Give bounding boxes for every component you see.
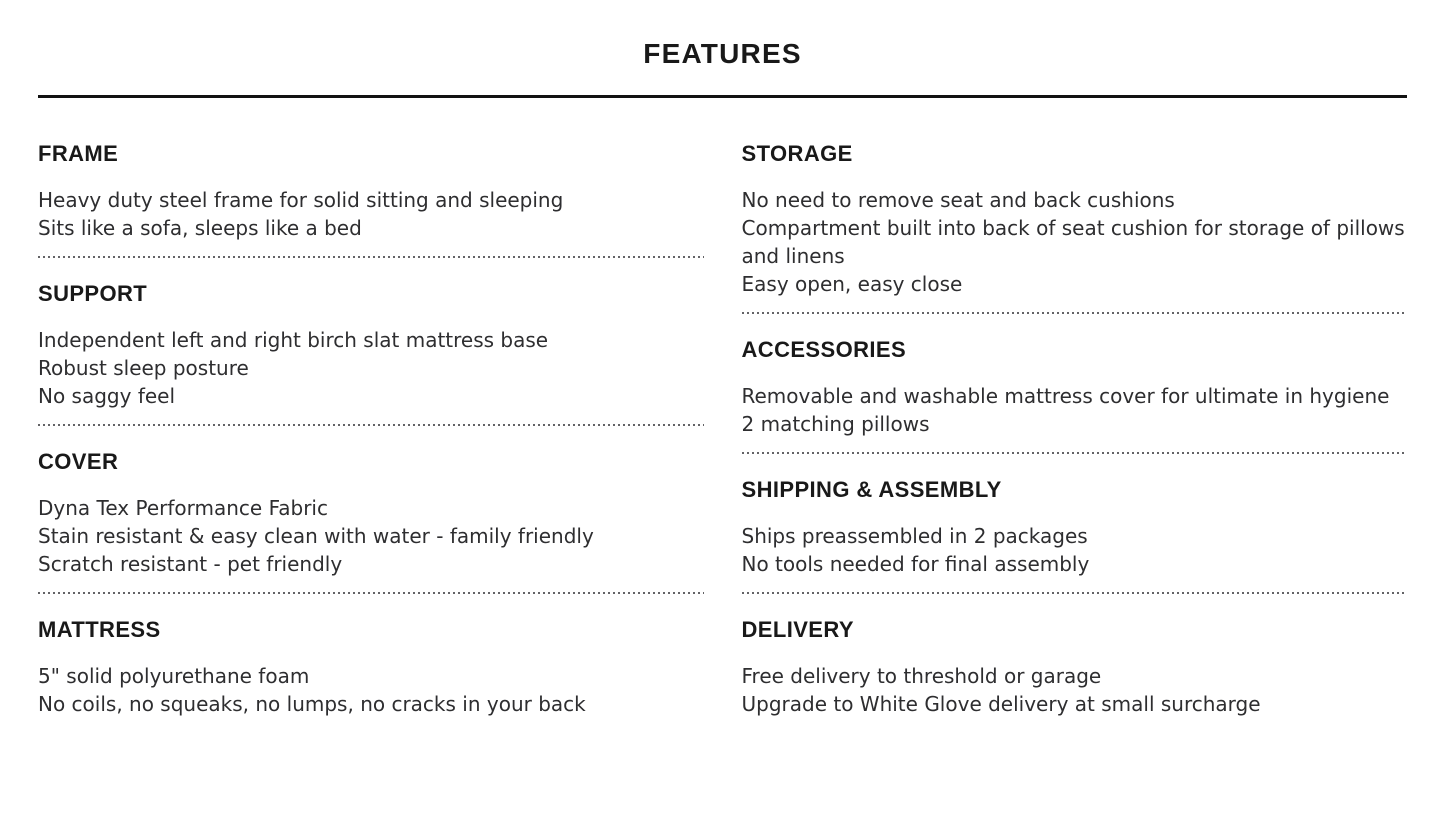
section-items (742, 186, 1408, 298)
feature-item: Ships preassembled in 2 packages (741, 524, 1088, 548)
feature-section-support (38, 282, 704, 426)
dotted-separator (742, 592, 1408, 594)
feature-section-storage (742, 142, 1408, 314)
section-heading: DELIVERY (741, 617, 854, 642)
feature-item: Dyna Tex Performance Fabric (38, 496, 328, 520)
feature-section-mattress (38, 618, 704, 718)
feature-item: Sits like a sofa, sleeps like a bed (38, 216, 362, 240)
feature-item: No coils, no squeaks, no lumps, no cracks in your back (38, 692, 586, 716)
feature-item: Robust sleep posture (38, 356, 249, 380)
feature-item: Free delivery to threshold or garage (741, 664, 1102, 688)
section-items (742, 382, 1408, 438)
dotted-separator (38, 424, 704, 426)
features-column-left (38, 142, 704, 718)
feature-item: Compartment built into back of seat cushion for storage of pillows and linens (741, 216, 1405, 268)
feature-section-delivery (742, 618, 1408, 718)
page-title: FEATURES (643, 38, 802, 69)
feature-item: 2 matching pillows (741, 412, 930, 436)
feature-item: Easy open, easy close (741, 272, 963, 296)
dotted-separator (742, 312, 1408, 314)
features-columns (38, 142, 1407, 718)
feature-item: 5" solid polyurethane foam (38, 664, 310, 688)
feature-item: Scratch resistant - pet friendly (38, 552, 343, 576)
section-heading: MATTRESS (38, 617, 161, 642)
dotted-separator (742, 452, 1408, 454)
section-heading: COVER (38, 449, 119, 474)
feature-section-shipping-assembly (742, 478, 1408, 594)
section-heading: ACCESSORIES (741, 337, 907, 362)
feature-section-frame (38, 142, 704, 258)
feature-item: Removable and washable mattress cover for ultimate in hygiene (741, 384, 1390, 408)
section-heading: SHIPPING & ASSEMBLY (741, 477, 1002, 502)
section-heading: FRAME (38, 141, 119, 166)
dotted-separator (38, 592, 704, 594)
feature-section-cover (38, 450, 704, 594)
feature-item: No tools needed for final assembly (741, 552, 1090, 576)
feature-item: Heavy duty steel frame for solid sitting and sleeping (38, 188, 564, 212)
section-items (742, 662, 1408, 718)
dotted-separator (38, 256, 704, 258)
feature-section-accessories (742, 338, 1408, 454)
feature-item: Upgrade to White Glove delivery at small surcharge (741, 692, 1261, 716)
features-column-right (742, 142, 1408, 718)
section-items (38, 494, 704, 578)
feature-item: Stain resistant & easy clean with water - family friendly (38, 524, 594, 548)
section-heading: SUPPORT (38, 281, 148, 306)
section-items (38, 186, 704, 242)
title-divider-rule (38, 95, 1407, 98)
section-heading: STORAGE (741, 141, 853, 166)
section-items (742, 522, 1408, 578)
feature-item: No saggy feel (38, 384, 176, 408)
section-items (38, 662, 704, 718)
feature-item: No need to remove seat and back cushions (741, 188, 1175, 212)
feature-item: Independent left and right birch slat mattress base (38, 328, 549, 352)
section-items (38, 326, 704, 410)
